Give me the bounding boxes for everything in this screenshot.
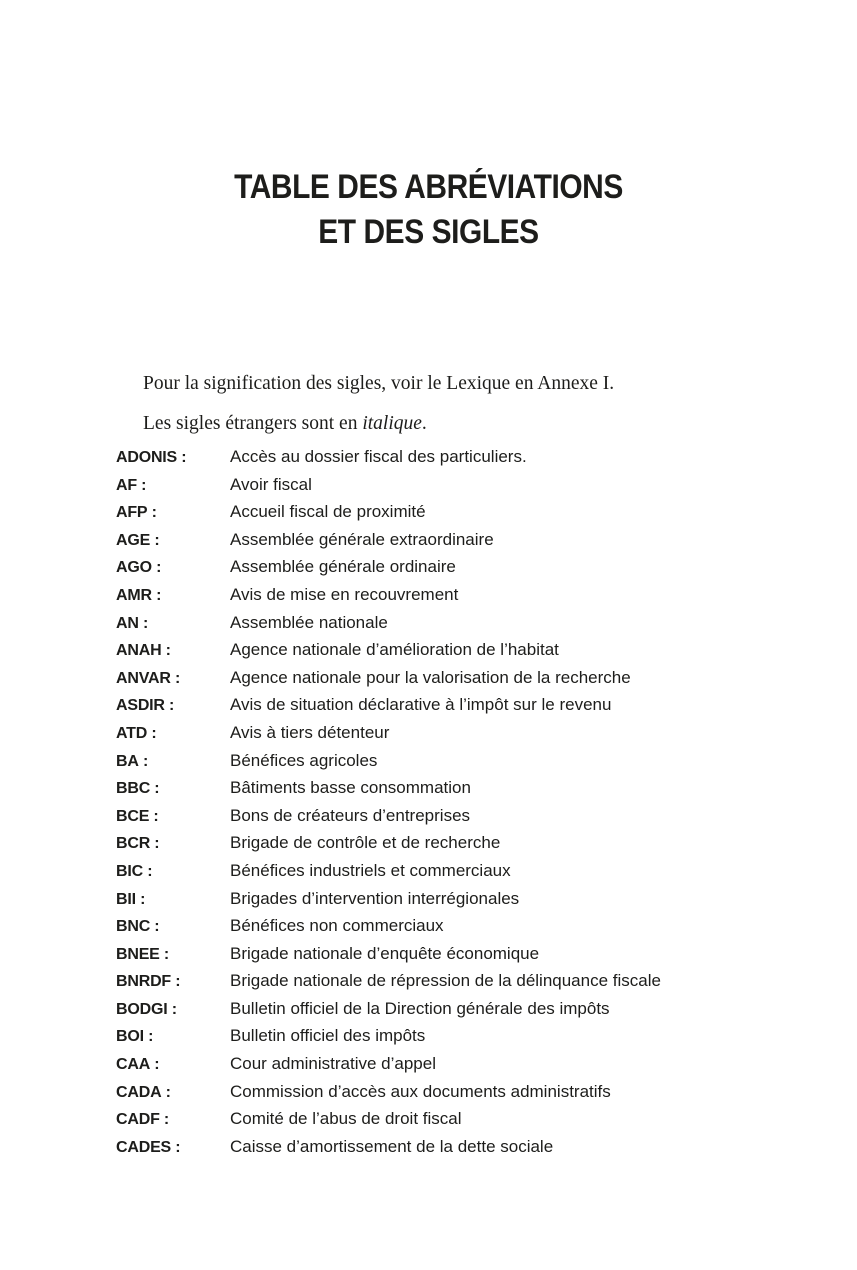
intro-italique-word: italique	[362, 413, 422, 434]
sigle-label: BNEE :	[116, 945, 170, 963]
abbreviation-row	[116, 472, 807, 500]
intro-paragraph-signification-text: Pour la signification des sigles, voir le Lexique en Annexe I.	[143, 373, 615, 394]
abbreviation-row	[116, 1106, 807, 1134]
abbreviation-row	[116, 803, 807, 831]
sigle-definition: Bénéfices industriels et commerciaux	[230, 860, 511, 880]
page-title	[51, 165, 805, 255]
sigle-label: AMR :	[116, 586, 162, 604]
sigle-definition: Cour administrative d’appel	[230, 1054, 436, 1074]
page-title-line-1: TABLE DES ABRÉVIATIONS	[234, 168, 623, 206]
sigle-label: ADONIS :	[116, 449, 187, 466]
sigle-label: CAA :	[116, 1056, 160, 1074]
sigle-label: BODGI :	[116, 1000, 177, 1018]
abbreviation-row	[116, 858, 807, 886]
abbreviation-row	[116, 748, 807, 776]
sigle-label: BA :	[116, 752, 149, 770]
sigle-definition: Agence nationale pour la valorisation de la recherche	[230, 667, 631, 687]
sigle-label: ATD :	[116, 724, 157, 742]
intro-paragraph-sigles-etrangers-period: .	[421, 413, 427, 434]
sigle-definition: Bénéfices non commerciaux	[230, 916, 444, 936]
sigle-definition: Assemblée générale ordinaire	[230, 557, 456, 577]
abbreviation-row	[116, 913, 807, 941]
sigle-definition: Avoir fiscal	[230, 474, 312, 494]
abbreviation-row	[116, 941, 807, 969]
sigle-definition: Accès au dossier fiscal des particuliers.	[230, 447, 527, 466]
sigle-label: BOI :	[116, 1028, 154, 1046]
sigle-label: AN :	[116, 614, 149, 632]
sigle-label: BBC :	[116, 780, 160, 798]
abbreviation-row	[116, 830, 807, 858]
sigle-definition: Brigade nationale de répression de la délinquance fiscale	[230, 971, 661, 991]
abbreviation-row	[116, 720, 807, 748]
sigle-label: CADES :	[116, 1138, 181, 1156]
sigle-definition: Brigades d’intervention interrégionales	[230, 888, 520, 908]
abbreviation-row	[116, 527, 807, 555]
intro-section	[143, 371, 777, 451]
abbreviation-row	[116, 610, 807, 638]
page-title-line-2: ET DES SIGLES	[318, 213, 539, 251]
intro-paragraph-signification	[143, 371, 777, 397]
abbreviation-row	[116, 554, 807, 582]
abbreviation-row	[116, 1023, 807, 1051]
sigle-label: CADA :	[116, 1083, 171, 1101]
abbreviations-list	[116, 444, 807, 1161]
abbreviation-row	[116, 996, 807, 1024]
sigle-label: BNRDF :	[116, 973, 181, 991]
intro-paragraph-sigles-etrangers-text: Les sigles étrangers sont en	[143, 413, 363, 434]
sigle-definition: Assemblée générale extraordinaire	[230, 529, 494, 549]
sigle-definition: Caisse d’amortissement de la dette sociale	[230, 1136, 554, 1156]
sigle-label: AF :	[116, 476, 147, 494]
sigle-label: BCE :	[116, 807, 159, 825]
abbreviation-row	[116, 499, 807, 527]
sigle-label: BNC :	[116, 918, 160, 936]
sigle-definition: Bulletin officiel de la Direction générale des impôts	[230, 998, 610, 1018]
sigle-label: CADF :	[116, 1111, 170, 1129]
sigle-definition: Brigade de contrôle et de recherche	[230, 833, 501, 853]
sigle-definition: Avis à tiers détenteur	[230, 722, 390, 742]
abbreviation-row	[116, 1134, 807, 1162]
sigle-label: AGE :	[116, 531, 160, 549]
abbreviation-row	[116, 582, 807, 610]
abbreviation-row	[116, 1051, 807, 1079]
sigle-definition: Bâtiments basse consommation	[230, 778, 471, 798]
sigle-label: BII :	[116, 890, 146, 908]
abbreviation-row	[116, 444, 807, 472]
sigle-label: BIC :	[116, 862, 153, 880]
sigle-label: ANAH :	[116, 642, 171, 660]
sigle-definition: Comité de l’abus de droit fiscal	[230, 1109, 462, 1129]
sigle-label: AFP :	[116, 504, 157, 522]
abbreviation-row	[116, 968, 807, 996]
abbreviation-row	[116, 886, 807, 914]
sigle-definition: Accueil fiscal de proximité	[230, 502, 426, 522]
abbreviation-row	[116, 665, 807, 693]
sigle-definition: Brigade nationale d’enquête économique	[230, 943, 540, 963]
intro-paragraph-sigles-etrangers	[143, 411, 777, 437]
sigle-definition: Agence nationale d’amélioration de l’habitat	[230, 640, 559, 660]
sigle-definition: Bulletin officiel des impôts	[230, 1026, 426, 1046]
sigle-definition: Avis de mise en recouvrement	[230, 584, 459, 604]
sigle-definition: Bons de créateurs d’entreprises	[230, 805, 471, 825]
sigle-definition: Bénéfices agricoles	[230, 750, 378, 770]
sigle-label: ANVAR :	[116, 669, 181, 687]
abbreviation-row	[116, 692, 807, 720]
sigle-definition: Commission d’accès aux documents administratifs	[230, 1081, 611, 1101]
sigle-definition: Assemblée nationale	[230, 612, 388, 632]
abbreviation-row	[116, 637, 807, 665]
abbreviation-row	[116, 775, 807, 803]
abbreviation-row	[116, 1079, 807, 1107]
sigle-label: BCR :	[116, 835, 160, 853]
sigle-label: AGO :	[116, 559, 162, 577]
sigle-label: ASDIR :	[116, 697, 175, 715]
sigle-definition: Avis de situation déclarative à l’impôt sur le revenu	[230, 695, 612, 715]
